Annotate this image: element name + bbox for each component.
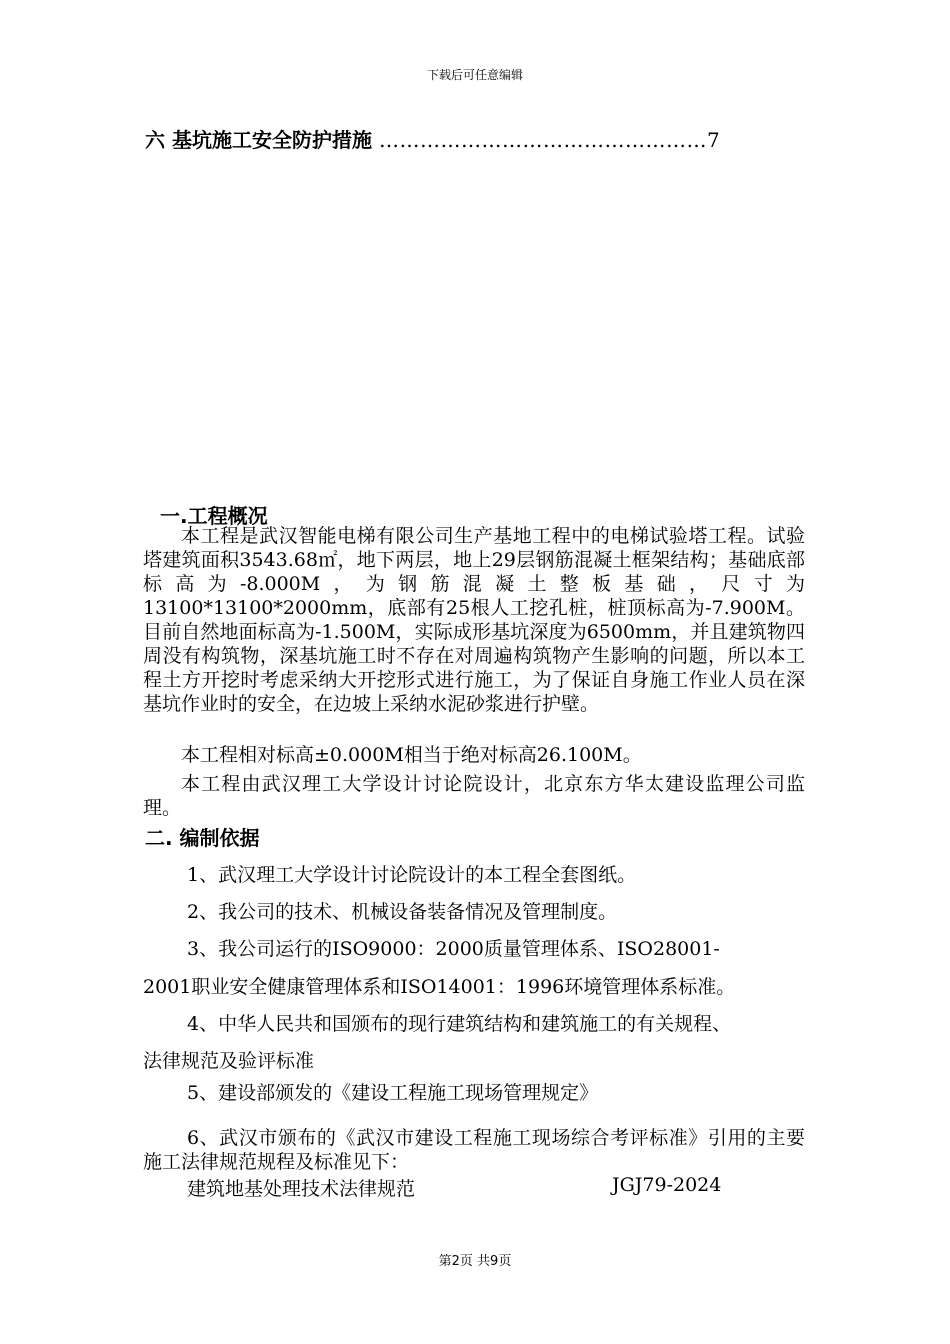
section-1-title: 一.工程概况 [160,504,268,528]
standard-code: JGJ79-2024 [612,1174,722,1196]
basis-item-4-line-2: 法律规范及验评标准 [143,1050,315,1072]
basis-item-4-line-1: 4、中华人民共和国颁布的现行建筑结构和建筑施工的有关规程、 [187,1013,732,1035]
toc-entry-label: 六 基坑施工安全防护措施 [145,128,372,152]
basis-item-2: 2、我公司的技术、机械设备装备情况及管理制度。 [187,901,618,923]
toc-page-number: 7 [706,128,720,152]
basis-item-3-line-1: 3、我公司运行的ISO9000：2000质量管理体系、ISO28001- [187,938,720,960]
basis-item-1: 1、武汉理工大学设计讨论院设计的本工程全套图纸。 [187,864,637,886]
page-header: 下载后可任意编辑 [426,68,523,82]
basis-item-5: 5、建设部颁发的《建设工程施工现场管理规定》 [187,1082,599,1104]
section-1-paragraph-1: 本工程是武汉智能电梯有限公司生产基地工程中的电梯试验塔工程。试验塔建筑面积3543.68㎡，地下两层，地上29层钢筋混凝土框架结构；基础底部标高为-8.000M，为钢筋混凝土整板基础，尺寸为13100*13100*2000mm，底部有25根人工挖孔桩，桩顶标高为-7.900M。目前自然地面标高为-1.500M，实际成形基坑深度为6500mm，并且建筑物四周没有构筑物，深基坑施工时不存在对周遍构筑物产生影响的问题，所以本工程土方开挖时考虑采纳大开挖形式进行施工，为了保证自身施工作业人员在深基坑作业时的安全，在边坡上采纳水泥砂浆进行护壁。 [143,525,805,715]
section-1-paragraph-2: 本工程相对标高±0.000M相当于绝对标高26.100M。 [181,744,642,766]
toc-entry[interactable] [145,124,720,153]
basis-item-3-line-2: 2001职业安全健康管理体系和ISO14001：1996环境管理体系标准。 [143,976,736,998]
toc-leader-dots: ………………………………………… [378,128,707,152]
page-footer: 第2页 共9页 [438,1254,512,1269]
section-1-paragraph-3: 本工程由武汉理工大学设计讨论院设计，北京东方华太建设监理公司监理。 [143,773,805,819]
section-2-title: 二. 编制依据 [145,826,260,850]
basis-item-6: 6、武汉市颁布的《武汉市建设工程施工现场综合考评标准》引用的主要施工法律规范规程及标准见下： [143,1127,805,1173]
standard-name: 建筑地基处理技术法律规范 [187,1178,416,1200]
